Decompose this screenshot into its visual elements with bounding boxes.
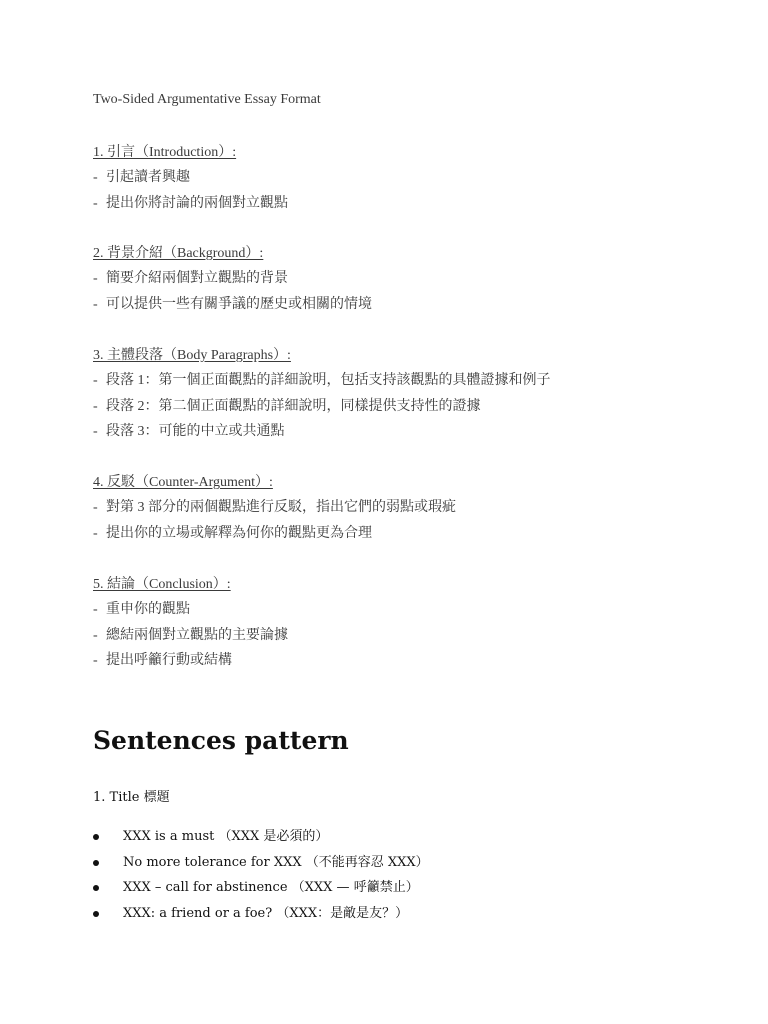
list-item [93, 292, 372, 318]
list-item [93, 368, 551, 394]
dash-marker: - [93, 602, 98, 617]
list-item-text: XXX: a friend or a foe? （XXX：是敵是友？） [123, 905, 409, 921]
section-heading: 3. 主體段落（Body Paragraphs）: [93, 348, 291, 363]
dash-marker: - [93, 271, 98, 286]
list-item [93, 394, 551, 420]
title-subheading: 1. Title 標題 [93, 790, 170, 805]
bullet-icon [93, 911, 99, 917]
document-title: Two-Sided Argumentative Essay Format [93, 92, 321, 107]
section-heading: 1. 引言（Introduction）: [93, 145, 237, 160]
section-conclusion [93, 572, 288, 674]
list-item-text: 可以提供一些有關爭議的歷史或相關的情境 [106, 296, 372, 312]
list-item [93, 495, 456, 521]
dash-marker: - [93, 525, 98, 541]
list-item-text: XXX is a must （XXX 是必須的） [123, 829, 329, 844]
dash-marker: - [93, 424, 98, 439]
section-background [93, 241, 372, 317]
list-item-text: 提出你將討論的兩個對立觀點 [106, 195, 288, 211]
list-item [93, 623, 288, 649]
section-heading: 4. 反駁（Counter-Argument）: [93, 475, 273, 490]
dash-marker: - [93, 373, 98, 388]
dash-marker: - [93, 627, 98, 643]
list-item-text: 對第 3 部分的兩個觀點進行反駁，指出它們的弱點或瑕疵 [106, 500, 456, 515]
sentences-pattern-heading: Sentences pattern [93, 726, 349, 755]
bullet-icon [93, 860, 99, 866]
list-item-text: 提出呼籲行動或結構 [106, 653, 232, 668]
list-item [93, 597, 288, 623]
list-item-text: XXX – call for abstinence （XXX — 呼籲禁止） [123, 880, 419, 895]
section-counter-argument [93, 470, 456, 546]
list-item-text: No more tolerance for XXX （不能再容忍 XXX） [123, 854, 429, 870]
list-item [93, 191, 288, 217]
dash-marker: - [93, 170, 98, 185]
section-introduction [93, 140, 288, 216]
list-item-text: 段落 3：可能的中立或共通點 [106, 424, 285, 439]
list-item [93, 521, 456, 547]
list-item-text: 簡要介紹兩個對立觀點的背景 [106, 271, 288, 286]
list-item-text: 提出你的立場或解釋為何你的觀點更為合理 [106, 525, 372, 541]
dash-marker: - [93, 500, 98, 515]
list-item-text: 段落 2：第二個正面觀點的詳細說明，同樣提供支持性的證據 [106, 398, 481, 414]
list-item [93, 648, 288, 674]
list-item [93, 165, 288, 191]
dash-marker: - [93, 398, 98, 414]
list-item-text: 總結兩個對立觀點的主要論據 [106, 627, 288, 643]
list-item-text: 段落 1：第一個正面觀點的詳細說明，包括支持該觀點的具體證據和例子 [106, 373, 551, 388]
section-heading: 5. 結論（Conclusion）: [93, 577, 231, 592]
list-item-text: 引起讀者興趣 [106, 170, 190, 185]
bullet-icon [93, 885, 99, 891]
list-item [93, 419, 551, 445]
bullet-icon [93, 834, 99, 840]
dash-marker: - [93, 653, 98, 668]
list-item [93, 266, 372, 292]
list-item-text: 重申你的觀點 [106, 602, 190, 617]
dash-marker: - [93, 296, 98, 312]
section-heading: 2. 背景介紹（Background）: [93, 246, 264, 261]
section-body-paragraphs [93, 343, 551, 445]
dash-marker: - [93, 195, 98, 211]
